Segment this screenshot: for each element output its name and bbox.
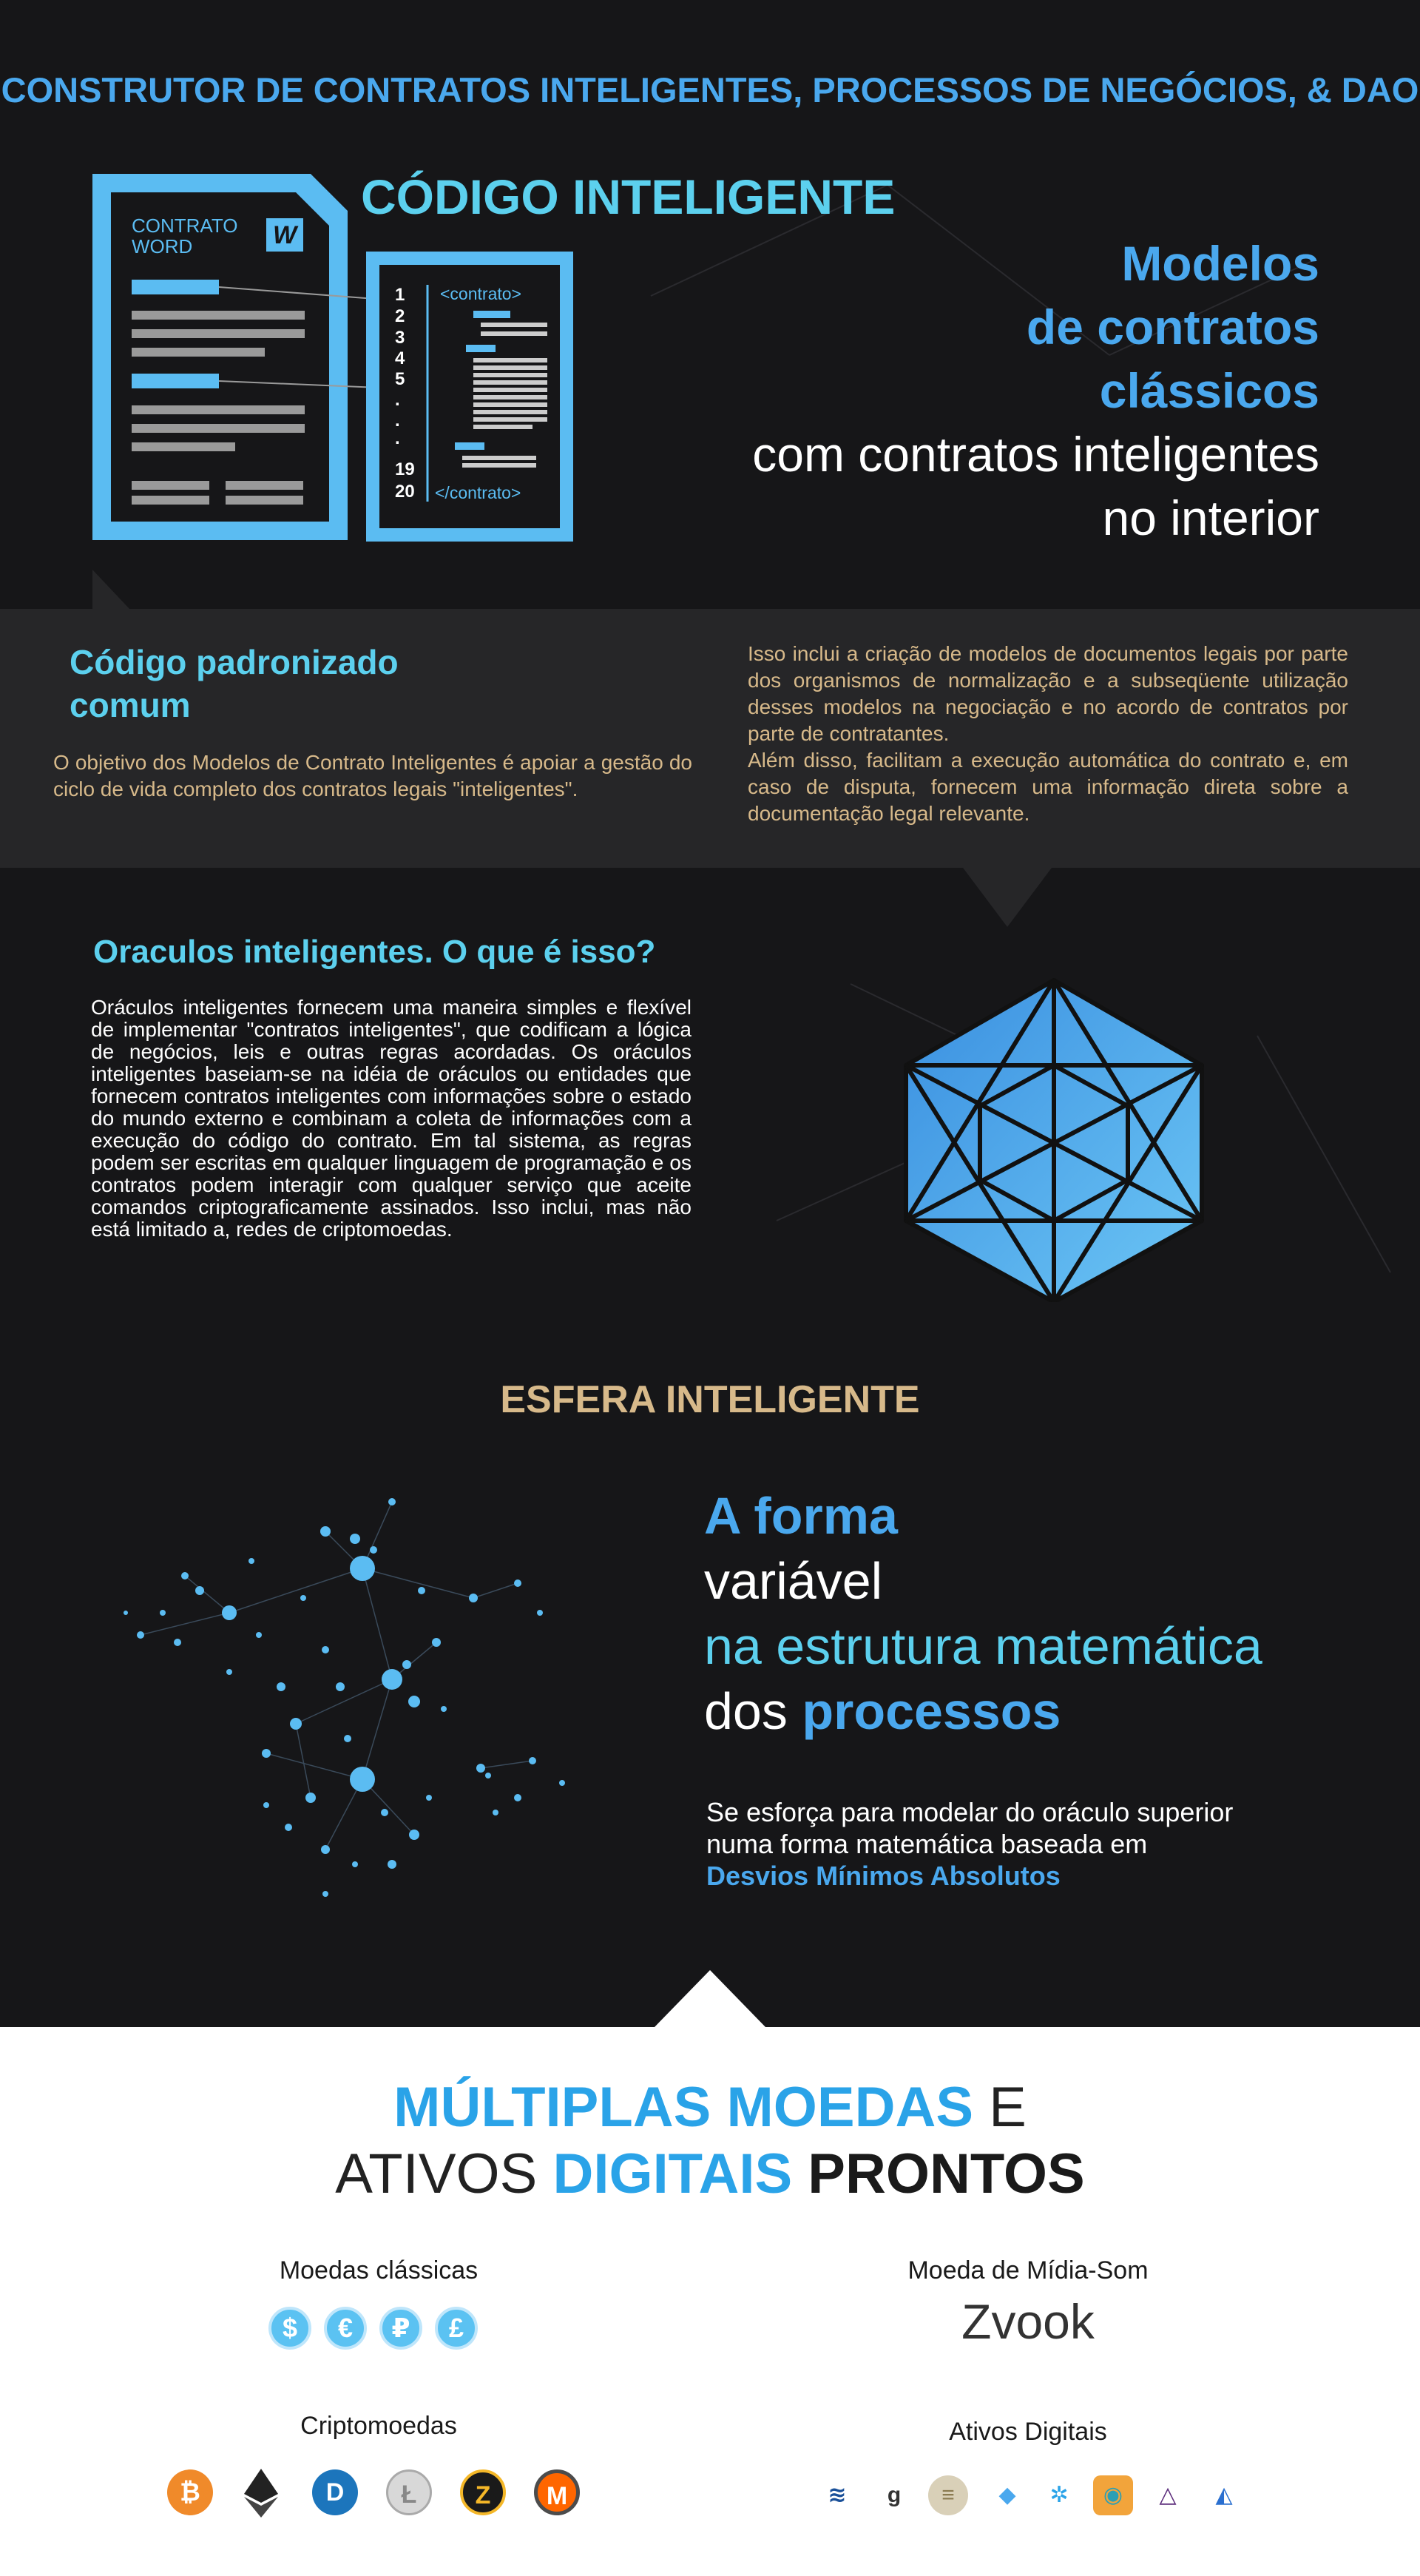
waves-icon: ◆ xyxy=(998,2483,1016,2507)
network-graph-illustration xyxy=(104,1465,592,1909)
hero-line-4: com contratos inteligentes xyxy=(752,427,1319,482)
sphere-line-4 xyxy=(704,1679,1061,1744)
ripple-icon: ✲ xyxy=(1049,2483,1069,2507)
sphere-title: ESFERA INTELIGENTE xyxy=(500,1378,920,1421)
multi-title2-bold: PRONTOS xyxy=(792,2142,1085,2205)
nem-icon: ◉ xyxy=(1093,2475,1133,2515)
sphere-line-1: A forma xyxy=(704,1487,898,1545)
litecoin-icon: Ł xyxy=(386,2469,432,2515)
line-num-dot-2: . xyxy=(395,411,400,431)
ruble-icon: ₽ xyxy=(379,2307,422,2350)
hero-line-3: clássicos xyxy=(1099,363,1319,418)
line-num-2: 2 xyxy=(395,306,405,326)
right-text-paragraph-1: Isso inclui a criação de modelos de documentos legais por parte dos organismos de normalização e a subseqüente utilização desses modelos na negociação e no acordo de contratos por parte de contratantes. xyxy=(748,642,1348,745)
sphere-line-3: na estrutura matemática xyxy=(704,1617,1262,1675)
close-tag: </contrato> xyxy=(435,483,521,502)
pound-icon: £ xyxy=(435,2307,478,2350)
sphere-line-4-prefix: dos xyxy=(704,1682,802,1740)
hero-line-2: de contratos xyxy=(1026,300,1319,354)
oracles-title: Oraculos inteligentes. O que é isso? xyxy=(93,934,656,970)
line-num-4: 4 xyxy=(395,348,405,368)
dollar-icon: $ xyxy=(268,2307,311,2350)
doc-label-1: CONTRATO xyxy=(132,215,238,237)
line-num-dot-1: . xyxy=(395,390,400,410)
steem-icon: ≋ xyxy=(828,2483,847,2507)
multi-title-rest: E xyxy=(973,2076,1027,2139)
standard-code-right-text xyxy=(748,641,1348,827)
multi-title2-blue: DIGITAIS xyxy=(552,2142,793,2205)
line-num-3: 3 xyxy=(395,328,405,348)
digital-assets-label: Ativos Digitais xyxy=(949,2418,1107,2446)
sphere-desc-2: numa forma matemática baseada em xyxy=(706,1829,1148,1859)
line-num-20: 20 xyxy=(395,482,415,502)
line-num-5: 5 xyxy=(395,369,405,389)
standard-code-text: O objetivo dos Modelos de Contrato Inteligentes é apoiar a gestão do ciclo de vida completo dos contratos legais "inteligentes". xyxy=(53,751,692,800)
doc-label-2: WORD xyxy=(132,235,193,257)
zcash-icon: Z xyxy=(460,2469,506,2515)
open-tag: <contrato> xyxy=(440,284,521,303)
contract-illustration xyxy=(89,170,577,544)
zvook-name: Zvook xyxy=(961,2294,1095,2349)
page-title: CONSTRUTOR DE CONTRATOS INTELIGENTES, PROCESSOS DE NEGÓCIOS, & DAO xyxy=(1,70,1419,109)
bitshares-icon: ◭ xyxy=(1215,2483,1233,2507)
euro-icon: € xyxy=(324,2307,367,2350)
multi-title2-plain: ATIVOS xyxy=(335,2142,553,2205)
crypto-label: Criptomoedas xyxy=(300,2412,457,2440)
classic-currencies-label: Moedas clássicas xyxy=(279,2256,479,2285)
hero-line-1: Modelos xyxy=(1121,236,1319,291)
code-title: CÓDIGO INTELIGENTE xyxy=(361,169,896,224)
monero-icon: M xyxy=(534,2469,580,2515)
word-icon: W xyxy=(272,221,297,249)
media-currency-label: Moeda de Mídia-Som xyxy=(907,2256,1149,2285)
bitcoin-icon: ₿ xyxy=(167,2469,213,2515)
line-num-19: 19 xyxy=(395,459,415,479)
hero-line-5: no interior xyxy=(1102,490,1319,545)
dash-icon: D xyxy=(312,2469,358,2515)
hexagon-star-icon xyxy=(880,977,1228,1302)
sphere-line-2: variável xyxy=(704,1552,883,1610)
multi-title-line-1 xyxy=(0,2074,1420,2141)
right-text-paragraph-2: Além disso, facilitam a execução automática do contrato e, em caso de disputa, fornecem uma informação direta sobre a documentação legal relevante. xyxy=(748,749,1348,825)
multi-title-line-2 xyxy=(0,2141,1420,2208)
line-num-1: 1 xyxy=(395,285,405,305)
multi-title-blue: MÚLTIPLAS MOEDAS xyxy=(393,2076,974,2139)
augur-icon: △ xyxy=(1159,2483,1177,2507)
ethereum-icon xyxy=(238,2467,284,2519)
line-num-dot-3: . xyxy=(395,428,400,448)
wings-icon: ≡ xyxy=(928,2475,968,2515)
sphere-desc-1: Se esforça para modelar do oráculo superior xyxy=(706,1797,1234,1827)
sphere-description xyxy=(706,1796,1313,1892)
sphere-line-4-bold: processos xyxy=(802,1682,1061,1740)
golem-icon: g xyxy=(887,2483,902,2507)
standard-code-title: Código padronizado comum xyxy=(70,643,399,724)
oracles-text: Oráculos inteligentes fornecem uma maneira simples e flexível de implementar "contratos inteligentes", que codificam a lógica de negócios, leis e outras regras acordadas. Os oráculos inteligentes baseiam-se na idéia de oráculos ou entidades que fornecem contratos inteligentes com informações sobre o estado do mundo externo e combinam a coleta de informações com a execução do código do contrato. Em tal sistema, as regras podem ser escritas em qualquer linguagem de programação e os contratos podem interagir com qualquer serviço que aceite comandos criptograficamente assinados. Isso inclui, mas não está limitado a, redes de criptomoedas. xyxy=(91,996,692,1241)
sphere-desc-bold: Desvios Mínimos Absolutos xyxy=(706,1861,1061,1891)
